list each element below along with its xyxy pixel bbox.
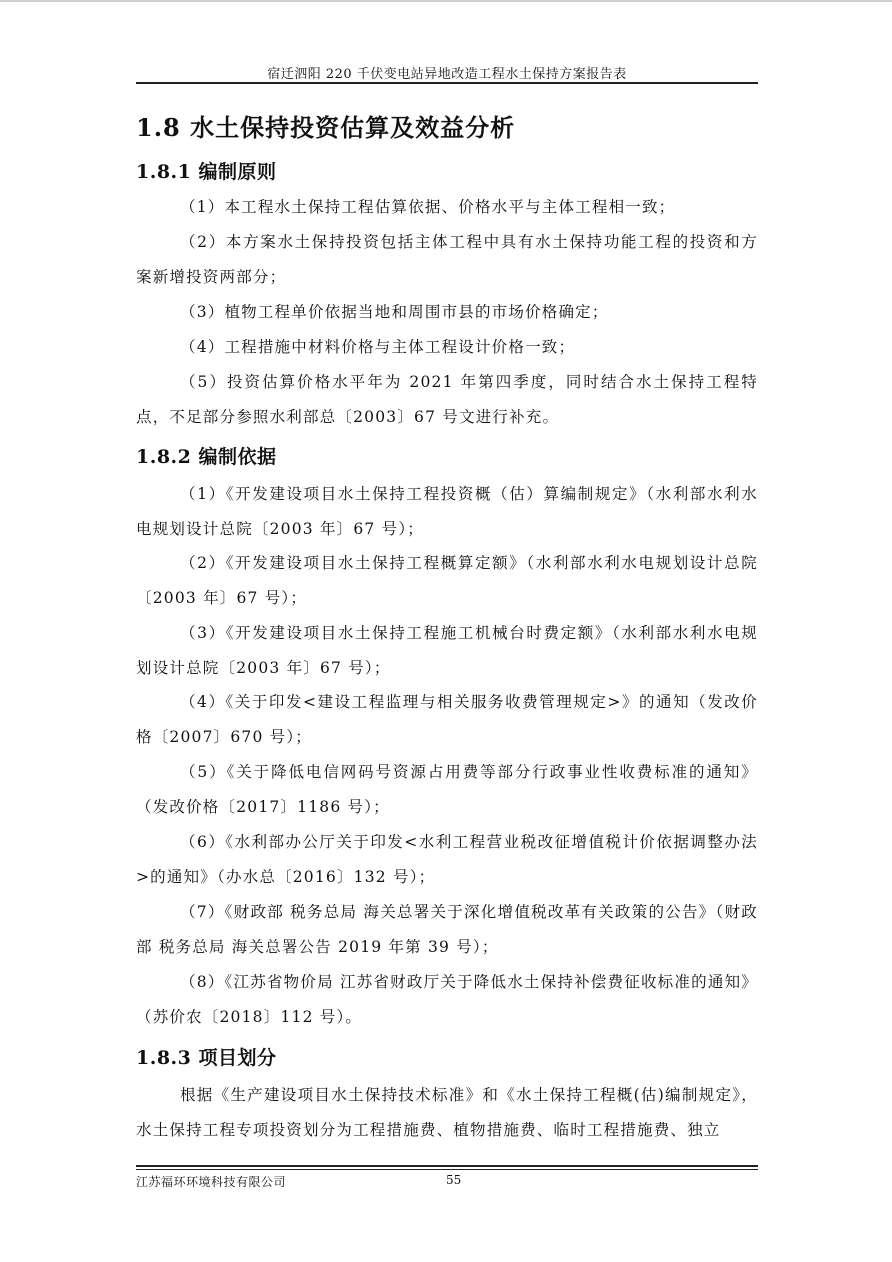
- paragraph: 根据《生产建设项目水土保持技术标准》和《水土保持工程概(估)编制规定》，水土保持工程专项投资划分为工程措施费、植物措施费、临时工程措施费、独立: [136, 1086, 758, 1139]
- paragraph: （4）工程措施中材料价格与主体工程设计价格一致；: [180, 338, 576, 356]
- paragraph: （2）《开发建设项目水土保持工程概算定额》（水利部水利水电规划设计总院〔2003 年〕67 号）；: [136, 554, 758, 607]
- running-header: 宿迁泗阳 220 千伏变电站异地改造工程水土保持方案报告表: [267, 67, 627, 82]
- paragraph: （5）《关于降低电信网码号资源占用费等部分行政事业性收费标准的通知》（发改价格〔2017〕1186 号）；: [136, 763, 758, 816]
- footer-rule-thin: [136, 1169, 758, 1170]
- section-title: 1.8 水土保持投资估算及效益分析: [136, 113, 516, 142]
- paragraph: （2）本方案水土保持投资包括主体工程中具有水土保持功能工程的投资和方案新增投资两部分；: [136, 233, 758, 286]
- subsection-title-1-8-2: 1.8.2 编制依据: [136, 446, 277, 468]
- paragraph: （6）《水利部办公厅关于印发<水利工程营业税改征增值税计价依据调整办法>的通知》（办水总〔2016〕132 号）；: [136, 833, 758, 886]
- paragraph: （1）本工程水土保持工程估算依据、价格水平与主体工程相一致；: [180, 198, 676, 216]
- paragraph: （4）《关于印发<建设工程监理与相关服务收费管理规定>》的通知（发改价格〔2007〕670 号）；: [136, 693, 758, 746]
- subsection-title-1-8-1: 1.8.1 编制原则: [136, 161, 277, 183]
- footer-rule-thick: [136, 1165, 758, 1167]
- page-number: 55: [446, 1173, 462, 1187]
- paragraph: （5）投资估算价格水平年为 2021 年第四季度，同时结合水土保持工程特点，不足部分参照水利部总〔2003〕67 号文进行补充。: [136, 373, 758, 426]
- footer-company: 江苏福环环境科技有限公司: [136, 1175, 287, 1189]
- top-border: [0, 0, 892, 2]
- paragraph: （3）《开发建设项目水土保持工程施工机械台时费定额》（水利部水利水电规划设计总院〔2003 年〕67 号）；: [136, 624, 758, 677]
- paragraph: （1）《开发建设项目水土保持工程投资概（估）算编制规定》（水利部水利水电规划设计总院〔2003 年〕67 号）；: [136, 485, 758, 538]
- header-rule: [136, 82, 758, 84]
- subsection-title-1-8-3: 1.8.3 项目划分: [136, 1047, 277, 1069]
- paragraph: （8）《江苏省物价局 江苏省财政厅关于降低水土保持补偿费征收标准的通知》（苏价农〔2018〕112 号）。: [136, 973, 758, 1026]
- paragraph: （3）植物工程单价依据当地和周围市县的市场价格确定；: [180, 303, 609, 321]
- paragraph: （7）《财政部 税务总局 海关总署关于深化增值税改革有关政策的公告》（财政部 税务总局 海关总署公告 2019 年第 39 号）；: [136, 903, 758, 956]
